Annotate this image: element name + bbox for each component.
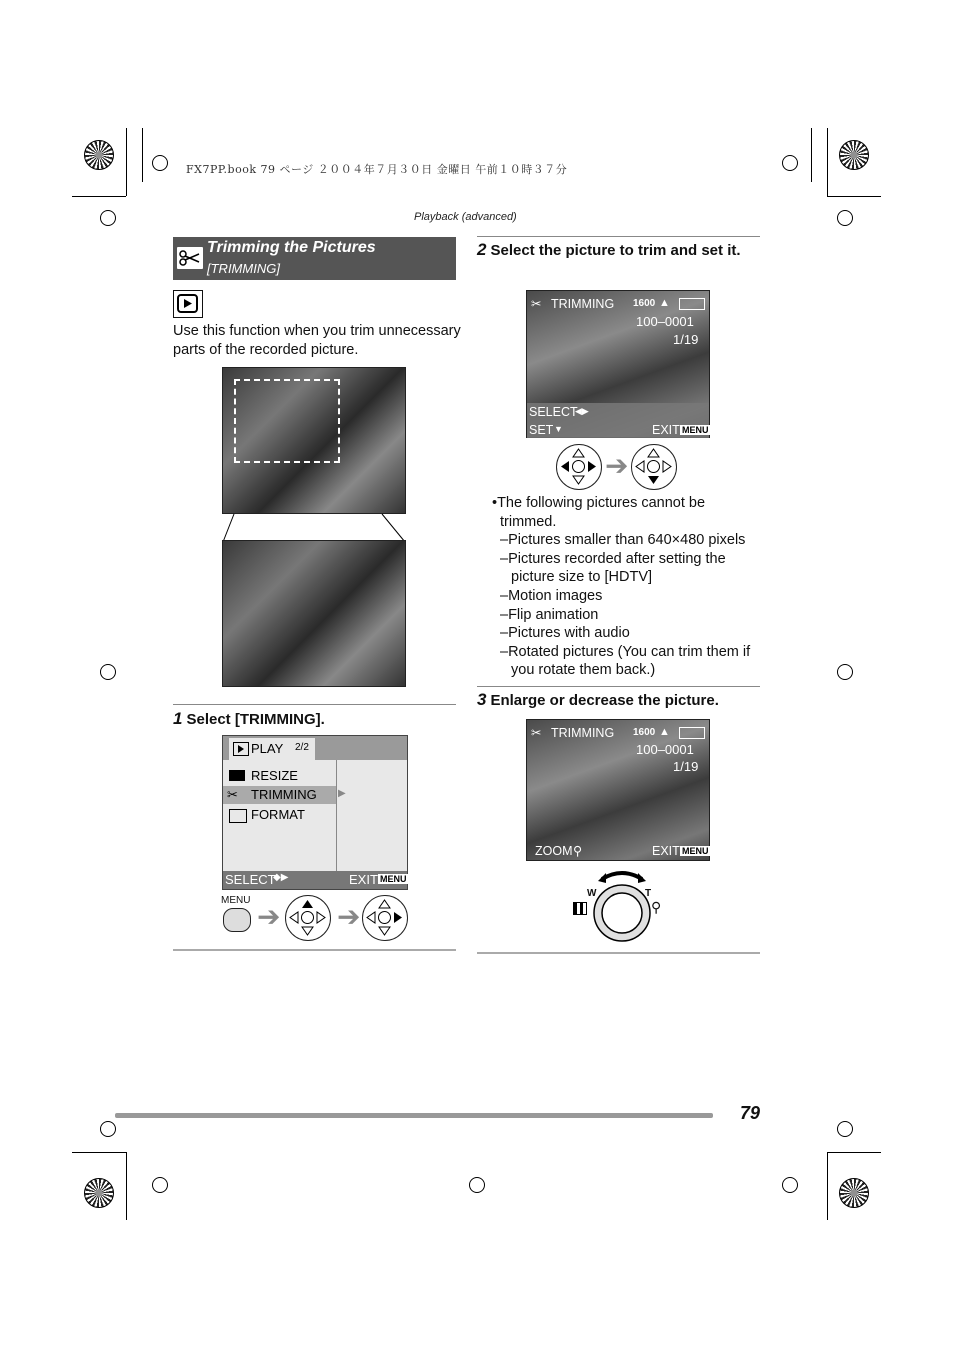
divider — [173, 704, 456, 705]
page-indicator: 2/2 — [295, 742, 309, 753]
step-number: 2 — [477, 240, 487, 259]
menu-tag: MENU — [682, 846, 709, 856]
picture-count: 1/19 — [673, 332, 699, 347]
notes-lead-text: The following pictures cannot be trimmed. — [497, 495, 706, 530]
section-title-box — [173, 237, 456, 280]
menu-button[interactable] — [223, 908, 251, 932]
intro-text: Use this function when you trim unnecessary parts of the recorded picture. — [173, 323, 461, 358]
list-item: –Flip animation — [500, 606, 599, 623]
section-title: Trimming the Pictures — [207, 239, 376, 256]
crop-mark — [827, 128, 828, 196]
select-label: SELECT — [225, 872, 276, 887]
magnifier-icon: ⚲ — [651, 899, 662, 915]
wide-label: W — [587, 888, 597, 899]
target-mark — [837, 664, 853, 680]
target-mark — [837, 1121, 853, 1137]
list-item: –Pictures with audio — [500, 625, 630, 642]
scissors-icon: ✂ — [531, 297, 542, 311]
play-icon — [233, 742, 249, 756]
set-label: SET — [529, 423, 554, 437]
footer-bar — [115, 1113, 713, 1118]
exit-label: EXIT — [652, 844, 680, 858]
target-mark — [782, 155, 798, 171]
size-label: 1600 — [633, 298, 656, 309]
left-right-icon: ◀▶ — [575, 406, 589, 416]
tele-label: T — [645, 888, 652, 899]
running-head: Playback (advanced) — [414, 211, 517, 223]
list-item: –Rotated pictures (You can trim them if you rotate them back.) — [500, 643, 751, 679]
divider — [477, 236, 760, 237]
exit-label: EXIT — [349, 872, 378, 887]
mode-label: TRIMMING — [551, 726, 615, 740]
crop-mark — [811, 128, 812, 182]
notes-list — [492, 494, 764, 680]
crop-mark — [827, 196, 881, 197]
list-item: –Pictures smaller than 640×480 pixels — [500, 532, 746, 549]
menu-item-format[interactable]: FORMAT — [251, 807, 305, 822]
menu-divider — [336, 760, 337, 871]
menu-item-trimming[interactable]: TRIMMING — [251, 787, 317, 802]
playback-mode-icon — [173, 290, 203, 318]
file-number: 100–0001 — [636, 742, 694, 757]
dpad-up-pressed[interactable] — [285, 895, 331, 941]
registration-mark — [839, 140, 869, 170]
sample-photo — [222, 367, 406, 514]
target-mark — [837, 210, 853, 226]
arrow-right-icon: ➔ — [605, 450, 629, 481]
dpad-down-pressed[interactable] — [631, 444, 677, 490]
tab-label: PLAY — [251, 741, 284, 756]
bullet-icon: • — [492, 495, 498, 511]
quality-icon: ▲ — [659, 297, 670, 309]
scissors-icon: ✂ — [227, 787, 238, 802]
list-item: –Motion images — [500, 587, 603, 604]
battery-icon — [679, 298, 705, 310]
step-1 — [173, 709, 456, 730]
column-end-rule — [173, 949, 456, 951]
target-mark — [782, 1177, 798, 1193]
thumbnail-icon — [573, 902, 587, 915]
scissors-icon — [177, 247, 203, 269]
divider — [477, 686, 760, 687]
registration-mark — [84, 1178, 114, 1208]
chevron-right-icon: ▶ — [338, 788, 346, 799]
size-label: 1600 — [633, 727, 656, 738]
registration-mark — [839, 1178, 869, 1208]
menu-button-label: MENU — [221, 895, 251, 906]
page-number: 79 — [740, 1103, 761, 1123]
target-mark — [152, 155, 168, 171]
notes-lead — [492, 494, 764, 531]
step-text: Select the picture to trim and set it. — [490, 242, 741, 259]
exit-label: EXIT — [652, 423, 680, 437]
select-label: SELECT — [529, 405, 578, 419]
column-end-rule — [477, 952, 760, 954]
arrows-icon: ◆▶ — [273, 872, 289, 883]
battery-icon — [679, 727, 705, 739]
list-item: –Pictures recorded after setting the picture size to [HDTV] — [500, 550, 726, 586]
mode-label: TRIMMING — [551, 297, 615, 311]
section-subtitle: [TRIMMING] — [207, 261, 280, 276]
print-header: FX7PP.book 79 ページ ２００４年７月３０日 金曜日 午前１０時３７分 — [186, 163, 568, 176]
menu-footer — [223, 871, 407, 889]
camera-screen-zoom — [526, 719, 710, 861]
quality-icon: ▲ — [659, 726, 670, 738]
crop-mark — [72, 196, 126, 197]
dpad-right-pressed[interactable] — [362, 895, 408, 941]
dpad-left-right-pressed[interactable] — [556, 444, 602, 490]
menu-tag: MENU — [682, 425, 709, 435]
trim-frame — [234, 379, 340, 463]
crop-mark — [126, 1152, 127, 1220]
registration-mark — [84, 140, 114, 170]
crop-mark — [72, 1152, 126, 1153]
zoom-lines — [222, 510, 406, 544]
picture-count: 1/19 — [673, 759, 699, 774]
camera-screen-select — [526, 290, 710, 438]
crop-mark — [142, 128, 143, 182]
magnifier-icon: ⚲ — [573, 844, 583, 858]
file-number: 100–0001 — [636, 314, 694, 329]
target-mark — [100, 664, 116, 680]
trimmed-photo — [222, 540, 406, 687]
step-number: 3 — [477, 690, 487, 709]
step-2 — [477, 240, 760, 261]
menu-item-resize[interactable]: RESIZE — [251, 768, 298, 783]
step-text: Select [TRIMMING]. — [186, 711, 325, 728]
menu-screen — [222, 735, 408, 890]
zoom-label: ZOOM — [535, 844, 573, 858]
target-mark — [100, 210, 116, 226]
target-mark — [469, 1177, 485, 1193]
crop-mark — [126, 128, 127, 196]
target-mark — [100, 1121, 116, 1137]
arrow-right-icon: ➔ — [257, 901, 281, 932]
tab-play[interactable] — [229, 738, 315, 760]
crop-mark — [827, 1152, 828, 1220]
target-mark — [152, 1177, 168, 1193]
menu-tag: MENU — [380, 874, 407, 884]
resize-icon — [229, 770, 245, 781]
arrow-right-icon: ➔ — [337, 901, 361, 932]
scissors-icon: ✂ — [531, 726, 542, 740]
format-icon — [229, 809, 247, 823]
down-icon: ▼ — [554, 424, 563, 434]
step-number: 1 — [173, 709, 183, 728]
step-text: Enlarge or decrease the picture. — [490, 692, 719, 709]
step-3 — [477, 690, 760, 711]
crop-mark — [827, 1152, 881, 1153]
